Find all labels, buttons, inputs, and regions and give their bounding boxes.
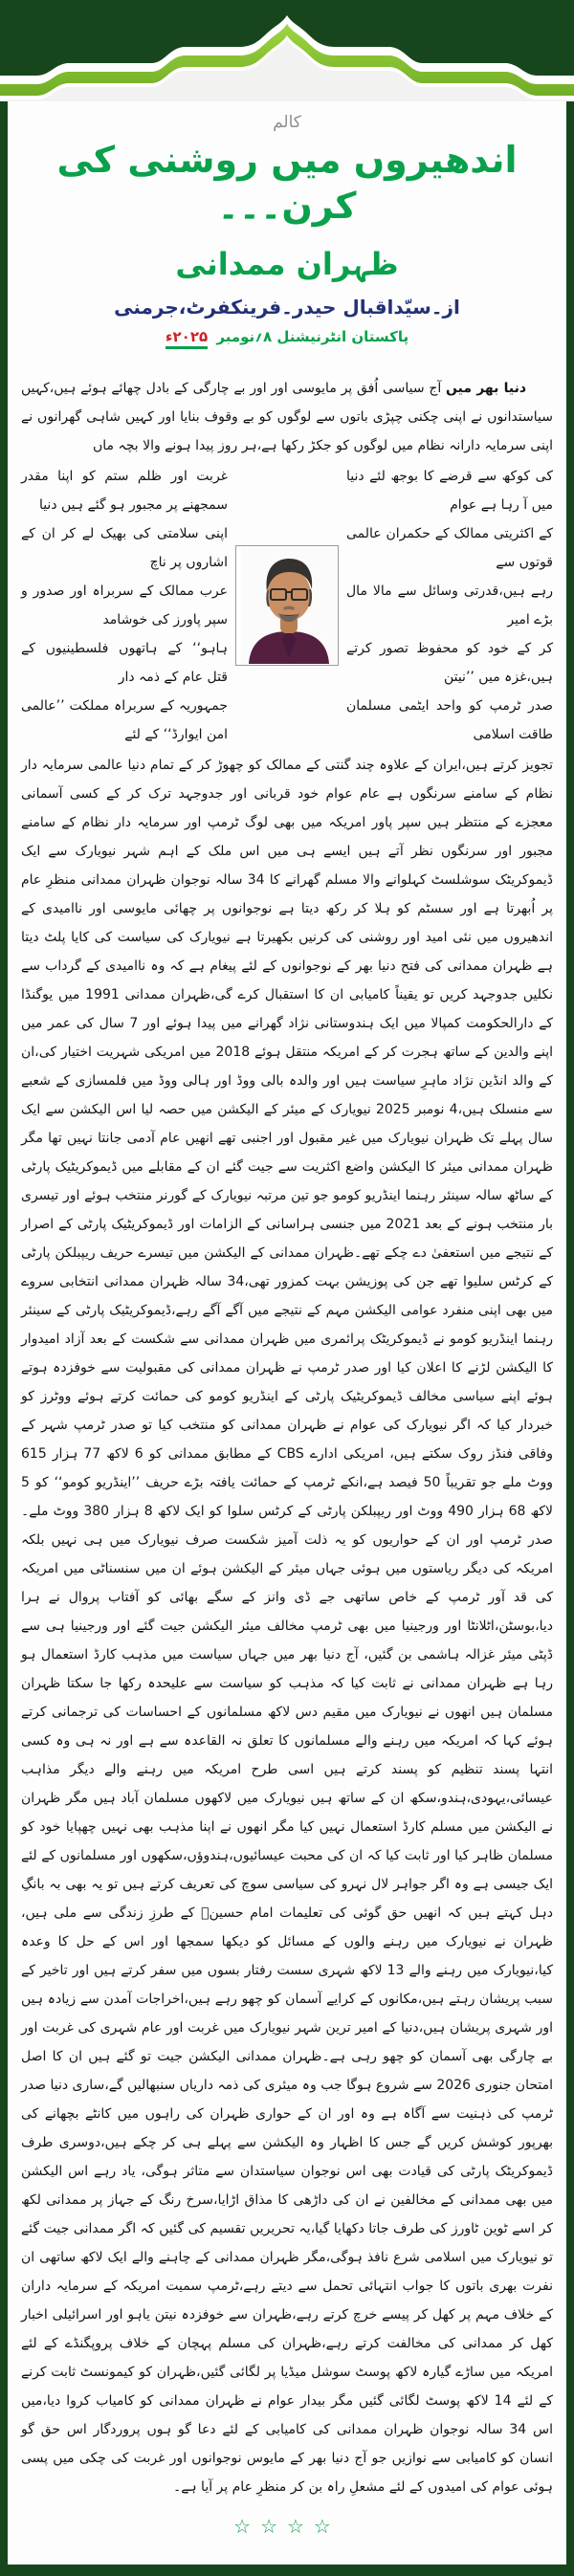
body-chunk: ظہران نے نیویارک میں رہنے والوں کے مسائل کو دیکھا سمجھا اور اس کے حل کا وعدہ کیا،نیویارک میں رہنے والے 13 لاکھ شہری سست رفتار بسوں میں سفر کرتے ہیں اور تاخیر کے سبب پریشان رہتے ہیں،مکانوں کے کرایے آسمان کو چھو رہے ہیں،اخراجات آمدن سے زیادہ ہیں اور شہری پریشان ہیں،دنیا کے امیر ترین شہر نیویارک میں غربت اور عام شہری کی غربت اور بے چارگی بھی آسمان کو چھو رہی ہے۔ظہران ممدانی الیکشن جیت تو گئے ہیں ان کا اصل امتحان جنوری 2026 سے شروع ہوگا جب وہ میئری کی ذمہ داریاں سنبھالیں گے،ساری دنیا صدر ٹرمپ کی ذہنیت سے آگاہ ہے وہ اور ان کے حواری ظہران کی راہوں میں کانٹے بچھانے کی بھرپور کوشش کریں گے جس کا اظہار وہ الیکشن سے پہلے ہی کر چکے ہیں،دوسری طرف ڈیموکریٹک پارٹی کی قیادت بھی اس نوجوان سیاستدان سے متاثر ہوگی، xyxy=(21,1934,554,2180)
main-paragraph xyxy=(21,751,553,2501)
wrap-line: اپنی سلامتی کی بھیک لے کر ان کے اشاروں پر ناچ xyxy=(21,526,228,571)
body-chunk: آج دنیا بھر میں جہاں سیاست میں مذہب کارڈ استعمال ہو رہا ہے ظہران ممدانی نے ثابت کیا کہ مذہب کو سیاست سے علیحدہ رکھا جا سکتا ظہران مسلمان ہیں انھوں نے نیویارک میں مقیم دس لاکھ مسلمانوں کے احساسات کی ترجمانی کرتے ہوئے کہا کہ امریکہ میں رہنے والے مسلمانوں کا تعلق نہ القاعدہ سے ہے اور نہ ہی وہ کسی انتہا پسند تنظیم کو پسند کرتے ہیں اسی طرح امریکہ میں رہنے والے دیگر مذاہب عیسائی،یہودی،ہندو،سکھ ان کے ساتھ ہیں نیویارک میں لاکھوں مسلمان آباد ہیں مگر ظہران نے الیکشن میں مسلم کارڈ استعمال نہیں کیا مگر انھوں نے اپنا مذہب بھی نہیں چھپایا خود کو مسلمان ظاہر کیا اور ثابت کیا کہ ان کی محبت عیسائیوں،ہندوؤں،سکھوں اور مسلمانوں کے لئے ایک جیسی ہے وہ اگر جواہر لال نہرو کی سیاسی سوچ کی تعریف کرتے ہیں تو یہ بھی بہ بانگِ دہل کہتے ہیں کہ انھیں حق گوئی کی تعلیمات امام حسینؑ کے طرزِ زندگی سے ملی ہیں، xyxy=(21,1647,553,1922)
author-photo xyxy=(235,545,339,666)
body-chunk: امریکی ادارے CBS کے مطابق ممدانی کو 6 لاکھ 77 ہزار 615 ووٹ ملے جو تقریباً 50 فیصد ہے،انکے ٹرمپ کے حمائت یافتہ بڑے حریف ’’اینڈریو کومو‘‘ کو 5 لاکھ 68 ہزار 490 ووٹ اور ریپبلکن پارٹی کے کرٹس سلوا کو ایک لاکھ 8 ہزار 380 ووٹ ملے۔صدر ٹرمپ اور ان کے حواریوں کو یہ ذلت آمیز شکست صرف نیویارک میں ہی نہیں بلکہ امریکہ کی دیگر ریاستوں میں ہوئی جہاں میئر کے الیکشن ہوئے ان میں سنسناٹی میں امریکہ کی قد آور ٹرمپ کے خاص ساتھی جے ڈی وانز کے سگے بھائی کو آفتاب پروال نے ہرا دیا،بوسٹن،اٹلانٹا اور ورجینیا میں بھی ٹرمپ مخالف میئر الیکشن جیت گئے اور ورجینیا ہی سے ڈپٹی میئر غزالہ ہاشمی بن گئیں، xyxy=(21,1446,553,1663)
opening-paragraph xyxy=(21,374,553,460)
photo-wrap-section xyxy=(21,462,553,749)
masthead-arch-ornament xyxy=(0,0,574,101)
byline: از۔سیّداقبال حیدر۔فرینکفرٹ،جرمنی xyxy=(114,296,460,319)
wrap-column-left xyxy=(21,462,228,749)
wrap-line: غربت اور ظلم ستم کو اپنا مقدر سمجھنے پر مجبور ہو گئے ہیں دنیا xyxy=(21,469,228,514)
wrap-line: جمہوریہ کے سربراہ مملکت ’’عالمی امن ایوارڈ‘‘ کے لئے xyxy=(21,698,228,743)
dateline-year: ۲۰۲۵ء xyxy=(166,328,208,349)
wrap-column-right xyxy=(346,462,553,749)
body-chunk: ظہران ممدانی کی فتح دنیا بھر کے نوجوانوں کے لئے پیغام ہے کہ وہ ناامیدی کے گرداب سے نکلیں جدوجہد کریں تو یقیناً کامیابی ان کا استقبال کرے گی،ظہران ممدانی 1991 میں یوگنڈا کے دارالحکومت کمپالا میں ایک ہندوستانی نژاد گھرانے میں پیدا ہوئے اور 7 سال کی عمر میں اپنے والدین کے ساتھ ہجرت کر کے امریکہ منتقل ہوئے 2018 میں امریکی شہریت اختیار کی،ان کے والد انڈین نژاد ماہرِ سیاست ہیں اور والدہ بالی ووڈ اور ہالی ووڈ میں فلمسازی کے شعبے سے منسلک ہیں،4 نومبر 2025 نیویارک کے میئر کے الیکشن میں حصہ لیا اس الیکشن سے ایک سال پہلے تک ظہران نیویارک میں غیر مقبول اور اجنبی تھے انھیں عام آدمی جانتا نہیں تھا مگر ظہران ممدانی میئر کا الیکشن واضع اکثریت سے جیت گئے xyxy=(21,958,554,1176)
wrap-line: عرب ممالک کے سربراہ اور صدور و سپر پاورز کی خوشامد xyxy=(21,583,228,628)
body-chunk: تجویز کرتے ہیں،ایران کے علاوہ چند گنتی کے ممالک کو چھوڑ کر کے تمام دنیا عالمی سرمایہ دار نظام کے سامنے سرنگوں ہے عام عوام خود قربانی اور جدوجہد ترک کر کے کسی آسمانی معجزے کے منتظر ہیں سپر پاور امریکہ میں بھی لوگ ٹرمپ اور سرمایہ دار نظام کے سامنے مجبور اور سرنگوں نظر آتے ہیں ایسے ہی میں اس ملک کے اہم شہر نیویارک سے ایک ڈیموکریٹک سوشلسٹ کہلوانے والا مسلم گھرانے کا 34 سالہ نوجوان ظہران ممدانی منظرِ عام پر اُبھرتا ہے اور سسٹم کو ہلا کر رکھ دیتا ہے نوجوانوں پر چھائی مایوسی اور ناامیدی کے اندھیروں میں نئی امید اور روشنی کی کرنیں بکھیرتا ہے نیویارک کی سیاست کی کایا پلٹ دیتا ہے xyxy=(21,758,553,975)
dateline xyxy=(21,328,553,349)
wrap-line: صدر ٹرمپ کو واحد ایٹمی مسلمان طاقت اسلامی xyxy=(346,698,553,743)
body-chunk: ان کے مقابلے میں ڈیموکریٹیک پارٹی کے ساٹھ سالہ سینئر رہنما اینڈریو کومو جو تین مرتبہ نیویارک کے گورنر منتخب ہوئے اور تیسری بار منتخب ہونے کے بعد 2021 میں جنسی ہراسانی کے الزامات اور ڈیموکریٹیک پارٹی کے اصرار کے نتیجے میں استعفیٰ دے چکے تھے۔ظہران ممدانی کے الیکشن میں تیسرے حریف ریپبلکن پارٹی کے کرٹس سلیوا تھے جن کی پوزیشن بہت کمزور تھی،34 سالہ ظہران ممدانی انتخابی سروے میں بھی اپنی منفرد عوامی الیکشن مہم کے نتیجے میں آگے آگے رہے،ڈیموکریٹیک پارٹی کے سینئر رہنما اینڈریو کومو نے ڈیموکریٹک پرائمری میں ظہران ممدانی سے شکست کے بعد آزاد امیدوار کا الیکشن لڑنے کا اعلان کیا اور صدر ٹرمپ نے ظہران ممدانی کی مقبولیت سے خوفزدہ ہوتے ہوئے اپنے سیاسی مخالف ڈیموکریٹیک پارٹی کے اینڈریو کومو کی حمائت کرتے ہوئے ووٹرز کو خبردار کیا کہ اگر نیویارک کی عوام نے ظہران ممدانی کو منتخب کیا تو صدر ٹرمپ شہر کے وفاقی فنڈز روک سکتے ہیں، xyxy=(21,1159,554,1463)
article-title: اندھیروں میں روشنی کی کرن۔۔۔ xyxy=(56,139,518,227)
dateline-publication: پاکستان انٹرنیشنل ۸؍نومبر xyxy=(216,328,409,346)
section-kicker: کالم xyxy=(273,113,301,132)
author-portrait-illustration xyxy=(241,547,337,664)
wrap-line: کر کے خود کو محفوظ تصور کرتے ہیں،غزہ میں ’’نیتن xyxy=(346,641,553,686)
wrap-line: کے اکثریتی ممالک کے حکمران عالمی قوتوں سے xyxy=(346,526,553,571)
wrap-line: کی کوکھ سے قرضے کا بوجھ لئے دنیا میں آ رہا ہے عوام xyxy=(346,469,553,514)
body-chunk: یاد رہے اس الیکشن میں بھی ممدانی کے مخالفین نے ان کی داڑھی کا مذاق اڑایا،سرخ رنگ کے جہاز پر ممدانی لکھ کر اسے ٹوین ٹاورز کی طرف جاتا دکھایا گیا،یہ تحریریں تقسیم کی گئیں کہ اگر ممدانی جیت گئے تو نیویارک میں اسلامی شرع نافذ ہوگی،مگر ظہران ممدانی کے چاہنے والے ایک لاکھ ساتھی ان نفرت بھری باتوں کا جواب انتہائی تحمل سے دیتے رہے،ٹرمپ سمیت امریکہ کے سرمایہ داران کے خلاف مہم پر کھل کر پیسے خرچ کرتے رہے،ظہران سے خوفزدہ نیتن یاہو اور اسرائیلی اخبار کھل کر ممدانی کی مخالفت کرتے رہے،ظہران کی مسلم پہچان کے خلاف پروپگنڈے کے لئے امریکہ میں ساڑے گیارہ لاکھ پوسٹ سوشل میڈیا پر لگائی گئیں،ظہران کو کیمونسٹ ثابت کرنے کے لئے 14 لاکھ پوسٹ لگائی گئیں مگر بیدار عوام نے ظہران ممدانی کو کامیاب کروا دیا،میں اس 34 سالہ نوجوان ظہران ممدانی کی کامیابی کے لئے دعا گو ہوں پروردگار اس حق گو انسان کو کامیابی سے نوازیں جو آج دنیا بھر کے مایوس نوجوانوں اور غربت کی چکی میں پسی ہوئی عوام کی امیدوں کے لئے مشعلِ راہ بن کر منظرِ عام پر آیا ہے۔ xyxy=(21,2164,553,2496)
end-of-article-stars: ☆☆☆☆ xyxy=(233,2515,341,2539)
article-body xyxy=(21,374,553,2501)
wrap-line: ہاہو‘‘ کے ہاتھوں فلسطینیوں کے قتل عام کے ذمہ دار xyxy=(21,641,228,686)
article-panel xyxy=(8,101,566,2565)
article-subtitle: ظہران ممدانی xyxy=(175,246,399,282)
wrap-line: رہے ہیں،قدرتی وسائل سے مالا مال بڑے امیر xyxy=(346,583,553,628)
opening-text: آج سیاسی اُفق پر مایوسی اور اور بے چارگی کے بادل چھائے ہوئے ہیں،کہیں سیاستدانوں نے اپنی چکنی چپڑی باتوں سے لوگوں کو بے وقوف بنایا اور کہیں شاہی گھرانوں نے اپنی سرمایہ دارانہ نظام میں لوگوں کو جکڑ رکھا ہے،ہر روز پیدا ہونے والا بچہ ماں xyxy=(21,381,553,454)
lead-phrase: دنیا بھر میں xyxy=(446,381,527,397)
